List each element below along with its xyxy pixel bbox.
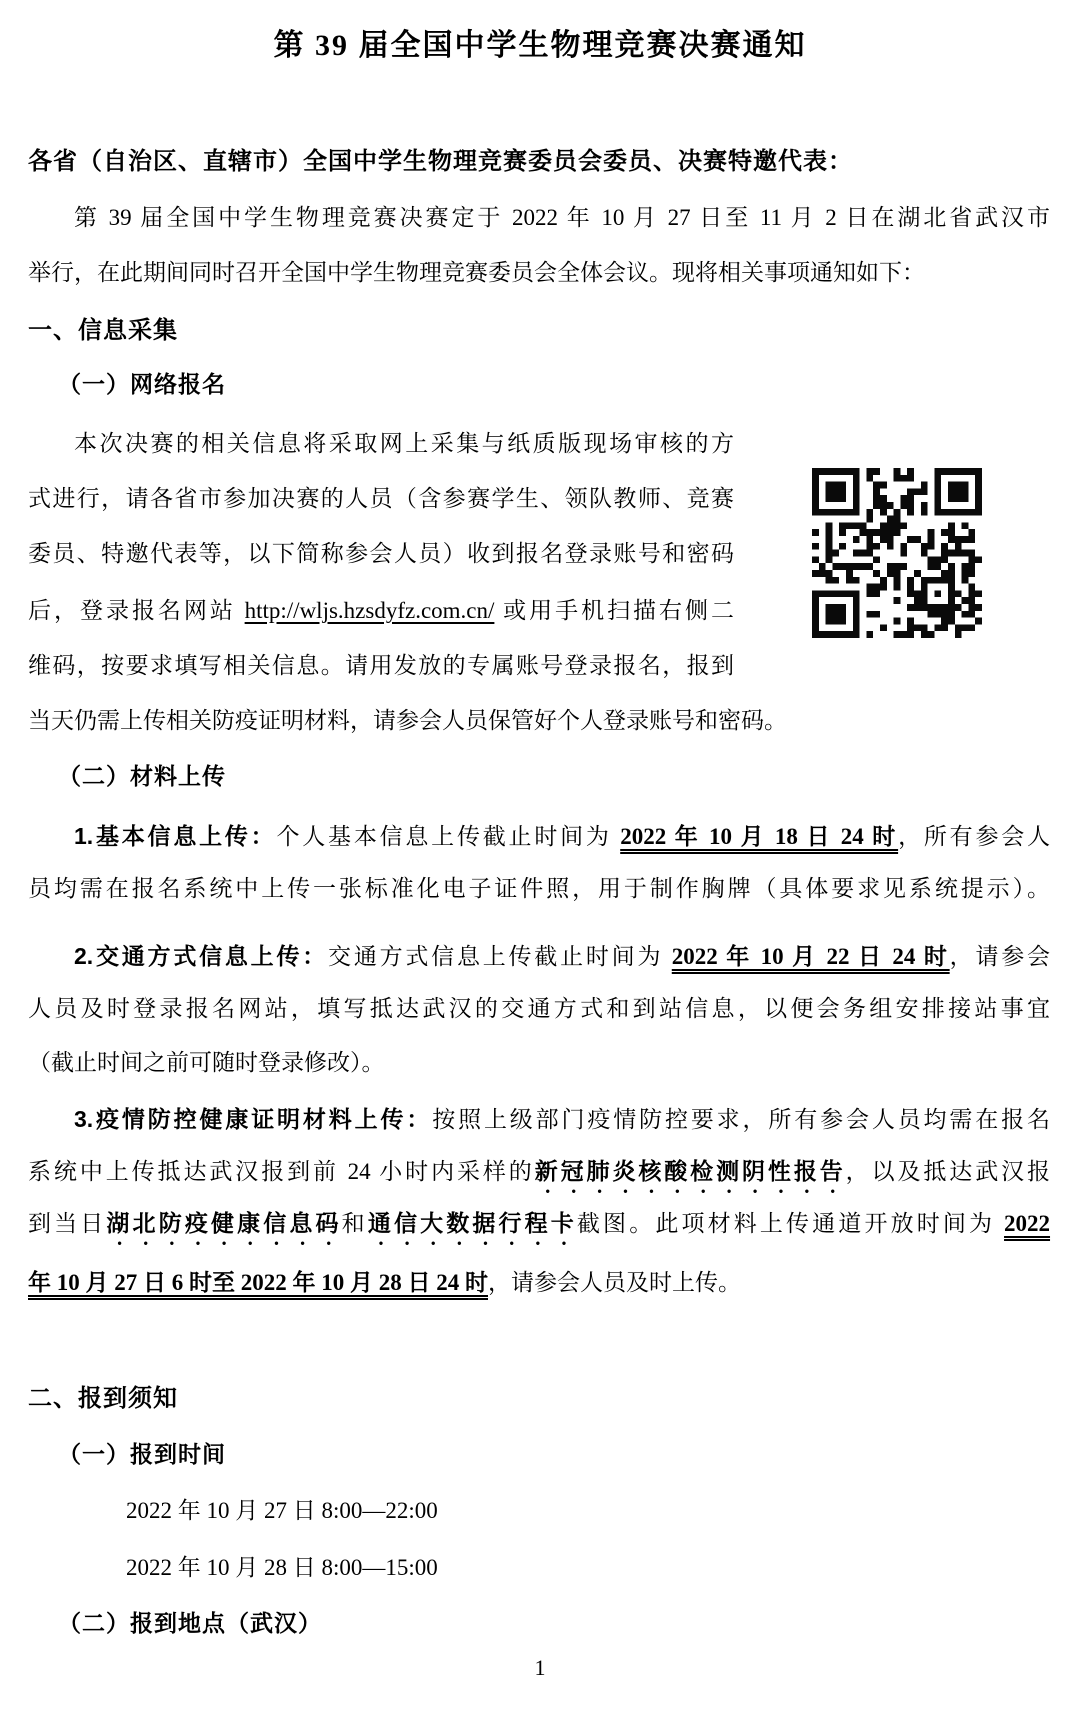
page-number: 1 (534, 1655, 546, 1680)
qr-code (812, 468, 982, 638)
upload-window-deadline-part2: 年 10 月 27 日 6 时至 2022 年 10 月 28 日 24 时 (28, 1270, 488, 1295)
upload-item2-label: 2.交通方式信息上传： (74, 943, 329, 969)
upload-item2-text-a: 交通方式信息上传截止时间为 (328, 944, 672, 969)
health-code-emphasis: 湖北防疫健康信息码 (106, 1210, 342, 1236)
reg-body-line-5: 维码，按要求填写相关信息。请用发放的专属账号登录报名，报到 (28, 653, 734, 678)
upload-item1-text-b: ，所有参会人 (898, 824, 1051, 849)
upload-item2-text-b: ，请参会 (949, 944, 1051, 969)
reg-body-line-6: 当天仍需上传相关防疫证明材料，请参会人员保管好个人登录账号和密码。 (28, 708, 787, 733)
upload-item3-text-f: 截图。此项材料上传通道开放时间为 (576, 1211, 1005, 1236)
online-registration-heading: （一）网络报名 (58, 371, 226, 397)
checkin-location-heading: （二）报到地点（武汉） (58, 1610, 322, 1636)
upload-item2-deadline: 2022 年 10 月 22 日 24 时 (671, 944, 950, 969)
upload-window-deadline-part1: 2022 (1004, 1211, 1051, 1236)
upload-item1-deadline: 2022 年 10 月 18 日 24 时 (620, 824, 899, 849)
covid-test-report-emphasis: 新冠肺炎核酸检测阴性报告 (534, 1158, 846, 1184)
checkin-time-heading: （一）报到时间 (58, 1441, 226, 1467)
upload-item3-text-e: 和 (341, 1211, 368, 1236)
reg-body-line-3: 委员、特邀代表等，以下简称参会人员）收到报名登录账号和密码 (28, 541, 734, 566)
upload-item1-label: 1.基本信息上传： (74, 823, 277, 849)
section2-heading: 二、报到须知 (28, 1385, 178, 1412)
upload-item2-line-1 (28, 940, 1050, 974)
upload-item3-text-c: ，以及抵达武汉报 (845, 1159, 1051, 1184)
upload-item2-line-2: 人员及时登录报名网站，填写抵达武汉的交通方式和到站信息，以便会务组安排接站事宜 (28, 996, 1050, 1021)
checkin-time-1: 2022 年 10 月 27 日 8:00—22:00 (126, 1498, 438, 1523)
document-title: 第 39 届全国中学生物理竞赛决赛通知 (273, 29, 807, 62)
travel-card-emphasis: 通信大数据行程卡 (367, 1210, 577, 1236)
upload-item1-line-2: 员均需在报名系统中上传一张标准化电子证件照，用于制作胸牌（具体要求见系统提示）。 (28, 876, 1050, 901)
registration-site-link[interactable]: http://wljs.hzsdyfz.com.cn/ (244, 598, 495, 623)
intro-line-1: 第 39 届全国中学生物理竞赛决赛定于 2022 年 10 月 27 日至 11 月 2 日在湖北省武汉市 (74, 205, 1050, 230)
upload-item3-text-b: 系统中上传抵达武汉报到前 24 小时内采样的 (28, 1159, 535, 1184)
section1-heading: 一、信息采集 (28, 317, 178, 344)
upload-item3-line-4 (28, 1267, 741, 1301)
reg-body-line-4 (28, 595, 734, 629)
greeting-line: 各省（自治区、直辖市）全国中学生物理竞赛委员会委员、决赛特邀代表： (28, 148, 853, 175)
reg-body-line-4-suffix: 或用手机扫描右侧二 (494, 598, 735, 623)
upload-item3-line-3 (28, 1207, 1050, 1241)
upload-item3-label: 3.疫情防控健康证明材料上传： (74, 1106, 433, 1132)
upload-item3-line-1 (28, 1103, 1050, 1137)
upload-item1-line-1 (28, 820, 1050, 854)
reg-body-line-4-prefix: 后，登录报名网站 (28, 598, 245, 623)
upload-item3-text-a: 按照上级部门疫情防控要求，所有参会人员均需在报名 (432, 1107, 1050, 1132)
material-upload-heading: （二）材料上传 (58, 763, 226, 789)
reg-body-line-2: 式进行，请各省市参加决赛的人员（含参赛学生、领队教师、竞赛 (28, 486, 734, 511)
reg-body-line-1: 本次决赛的相关信息将采取网上采集与纸质版现场审核的方 (74, 431, 734, 456)
checkin-time-2: 2022 年 10 月 28 日 8:00—15:00 (126, 1555, 438, 1580)
upload-item3-line-2 (28, 1155, 1050, 1189)
upload-item3-text-g: ，请参会人员及时上传。 (488, 1270, 741, 1295)
upload-item3-text-d: 到当日 (28, 1211, 107, 1236)
upload-item2-line-3: （截止时间之前可随时登录修改）。 (28, 1050, 385, 1075)
intro-line-2: 举行，在此期间同时召开全国中学生物理竞赛委员会全体会议。现将相关事项通知如下： (28, 260, 925, 285)
upload-item1-text-a: 个人基本信息上传截止时间为 (276, 824, 621, 849)
